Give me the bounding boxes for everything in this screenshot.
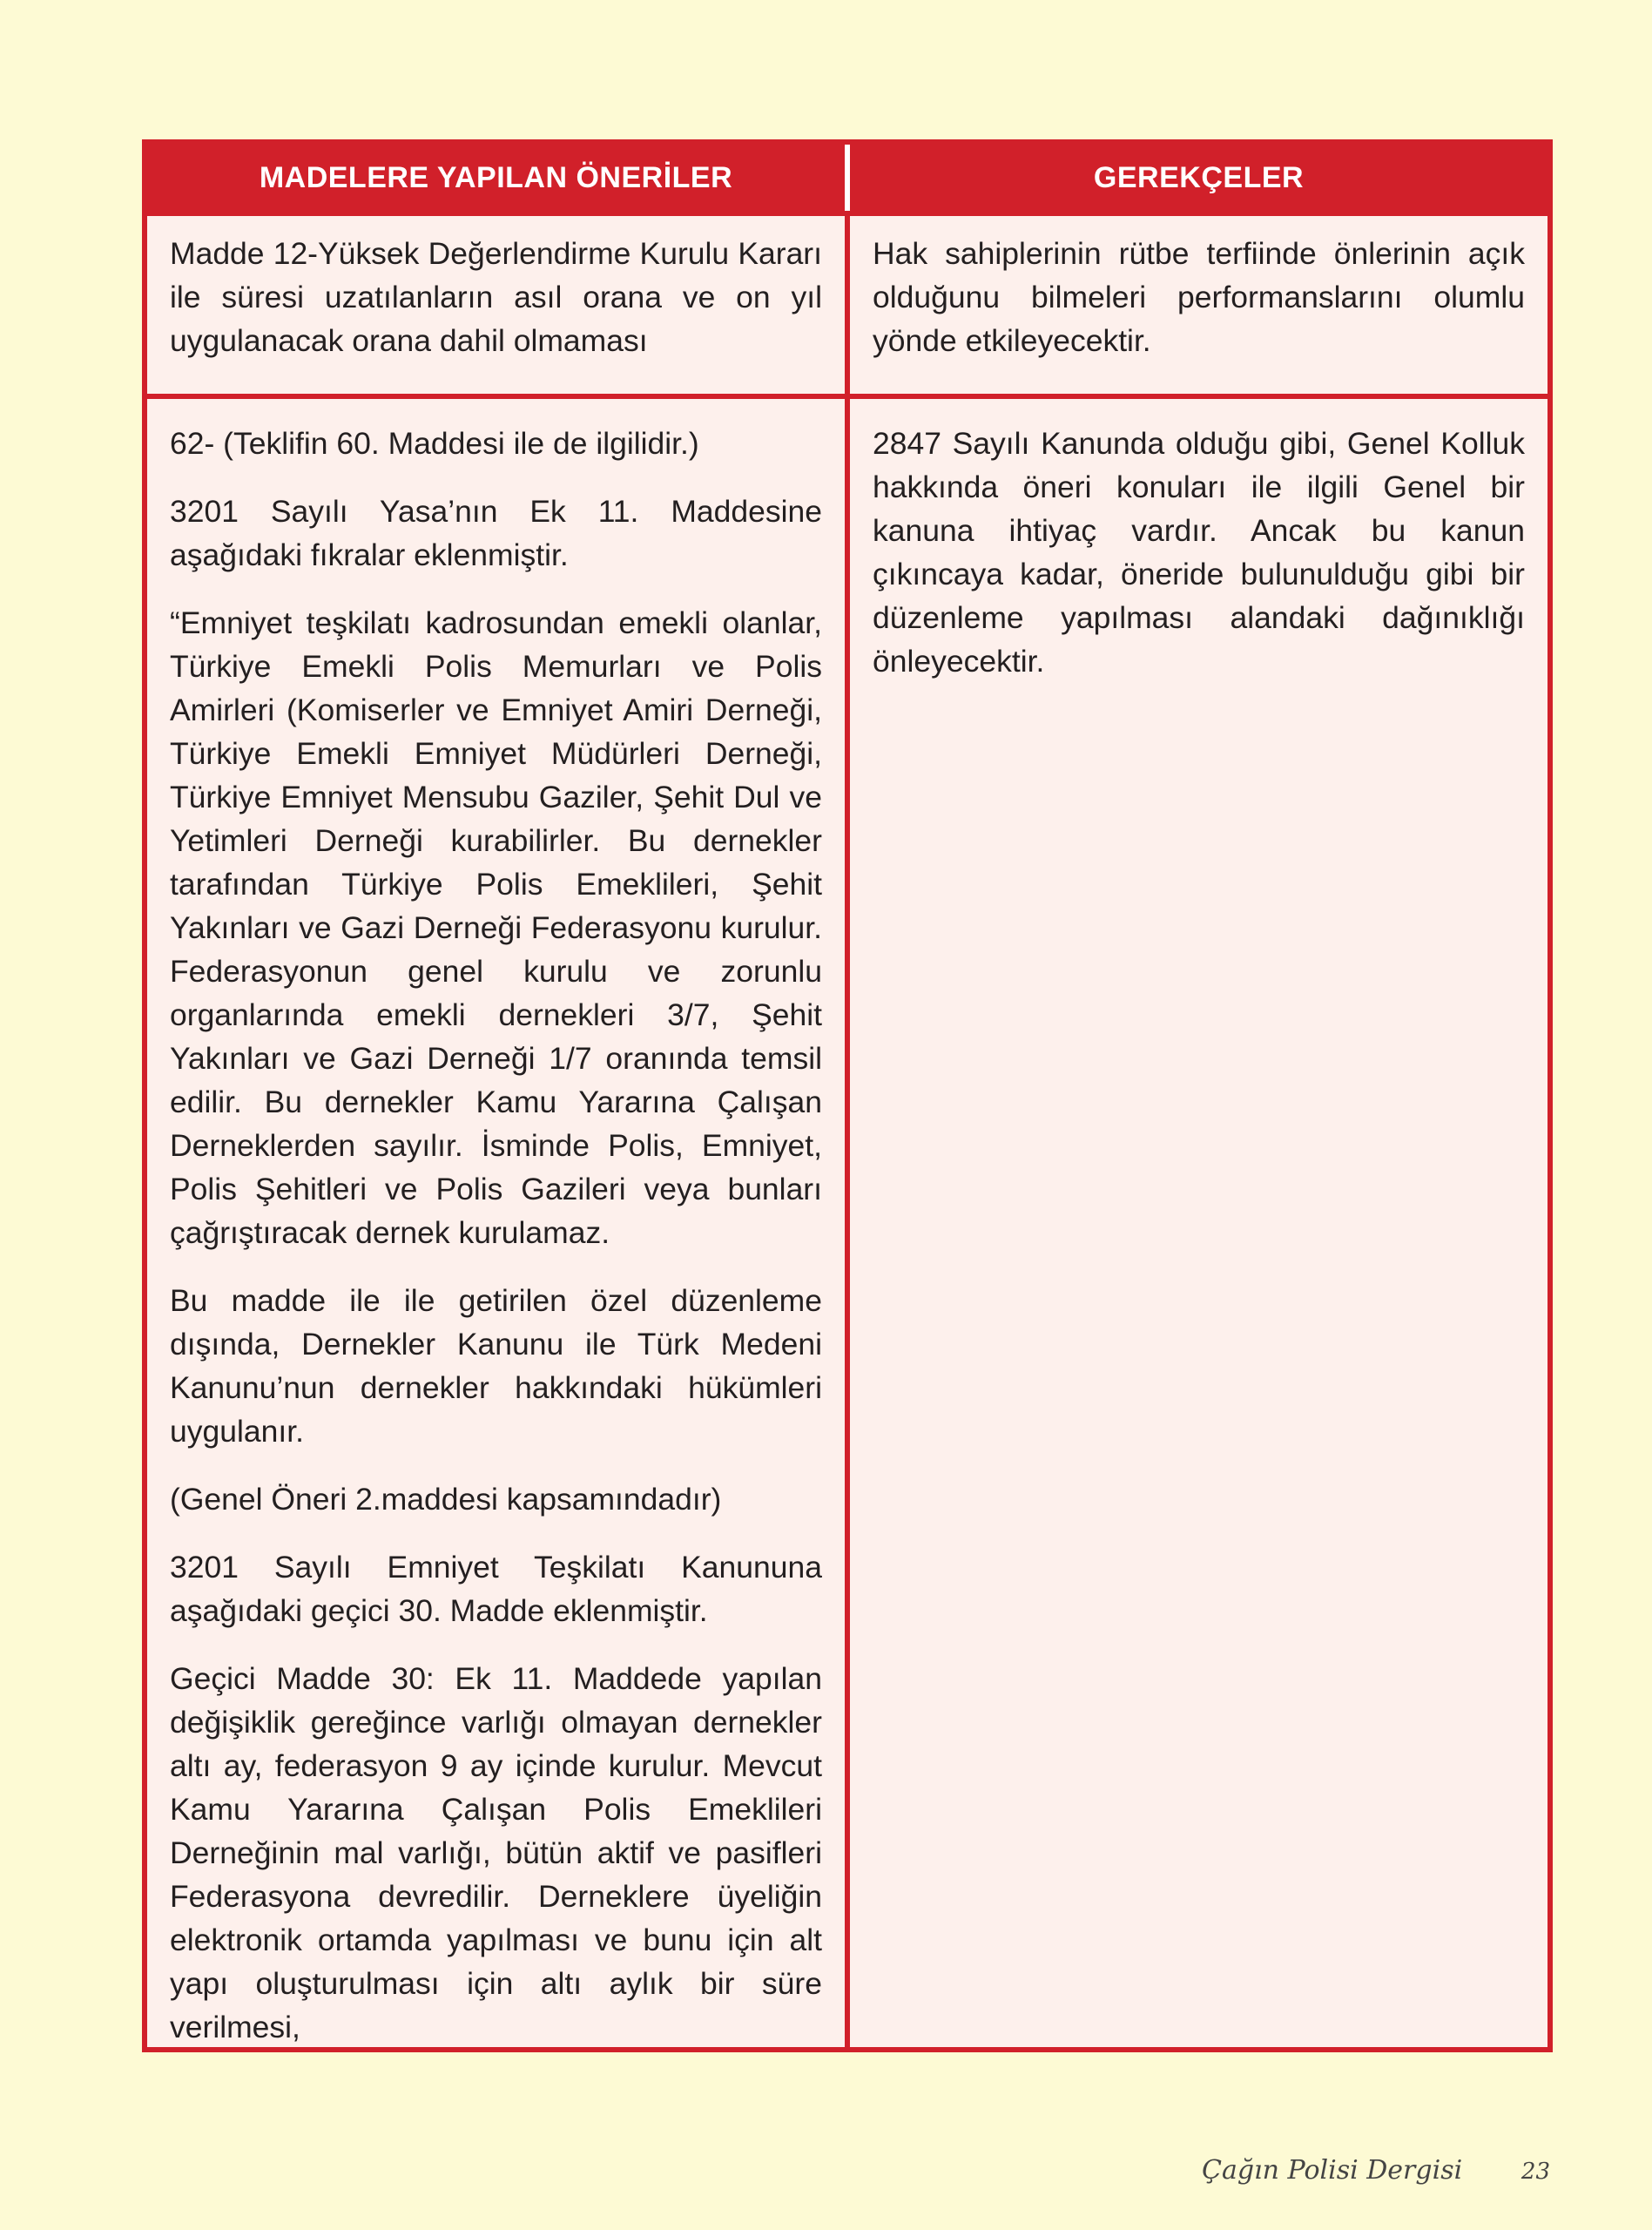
paragraph: Madde 12-Yüksek Değerlendirme Kurulu Kararı ile süresi uzatılanların asıl orana ve on yıl uygulanacak orana dahil olmaması: [170, 236, 822, 358]
paragraph: Geçici Madde 30: Ek 11. Maddede yapılan değişiklik gereğince varlığı olmayan dernekler altı ay, federasyon 9 ay içinde kurulur. Mevcut Kamu Yararına Çalışan Polis Emeklileri Derneğinin mal varlığı, bütün aktif ve pasifleri Federasyona devredilir. Derneklere üyeliğin elektronik ortamda yapılması ve bunu için alt yapı oluşturulması için altı aylık bir süre verilmesi,: [170, 1661, 822, 2044]
paragraph: “Emniyet teşkilatı kadrosundan emekli olanlar, Türkiye Emekli Polis Memurları ve Polis Amirleri (Komiserler ve Emniyet Amiri Derneği, Türkiye Emekli Emniyet Müdürleri Derneği, Türkiye Emniyet Mensubu Gaziler, Şehit Dul ve Yetimleri Derneği kurabilirler. Bu dernekler tarafından Türkiye Polis Emeklileri, Şehit Yakınları ve Gazi Derneği Federasyonu kurulur. Federasyonun genel kurulu ve zorunlu organlarında emekli dernekleri 3/7, Şehit Yakınları ve Gazi Derneği 1/7 oranında temsil edilir. Bu dernekler Kamu Yararına Çalışan Derneklerden sayılır. İsminde Polis, Emniyet, Polis Şehitleri ve Polis Gazileri veya bunları çağrıştıracak dernek kurulamaz.: [170, 605, 822, 1250]
paragraph: 2847 Sayılı Kanunda olduğu gibi, Genel Kolluk hakkında öneri konuları ile ilgili Genel bir kanuna ihtiyaç vardır. Ancak bu kanun çıkıncaya kadar, öneride bulunulduğu gibi bir düzenleme yapılması alandaki dağınıklığı önleyecektir.: [873, 426, 1525, 679]
paragraph: 3201 Sayılı Yasa’nın Ek 11. Maddesine aşağıdaki fıkralar eklenmiştir.: [170, 494, 822, 572]
header-justifications: GEREKÇELER: [1093, 160, 1305, 194]
justification-cell: [850, 216, 1547, 394]
proposals-table: [142, 139, 1553, 2052]
journal-name: Çağın Polisi Dergisi: [1202, 2155, 1463, 2186]
proposal-cell: [147, 399, 850, 2047]
proposal-cell: [147, 216, 850, 394]
paragraph: (Genel Öneri 2.maddesi kapsamındadır): [170, 1482, 722, 1517]
paragraph: 3201 Sayılı Emniyet Teşkilatı Kanununa aşağıdaki geçici 30. Madde eklenmiştir.: [170, 1550, 822, 1628]
paragraph: Bu madde ile ile getirilen özel düzenleme dışında, Dernekler Kanunu ile Türk Medeni Kanunu’nun dernekler hakkındaki hükümleri uygulanır.: [170, 1283, 822, 1449]
justification-cell: [850, 399, 1547, 2047]
paragraph: Hak sahiplerinin rütbe terfiinde önlerinin açık olduğunu bilmeleri performanslarını olumlu yönde etkileyecektir.: [873, 236, 1525, 358]
table-row: [147, 394, 1547, 2047]
page-number: 23: [1521, 2159, 1550, 2185]
page-footer: [1202, 2155, 1550, 2186]
table-row: [147, 211, 1547, 394]
header-proposals: MADELERE YAPILAN ÖNERİLER: [147, 145, 850, 211]
paragraph: 62- (Teklifin 60. Maddesi ile de ilgilidir.): [170, 426, 699, 461]
table-header-row: [147, 145, 1547, 211]
